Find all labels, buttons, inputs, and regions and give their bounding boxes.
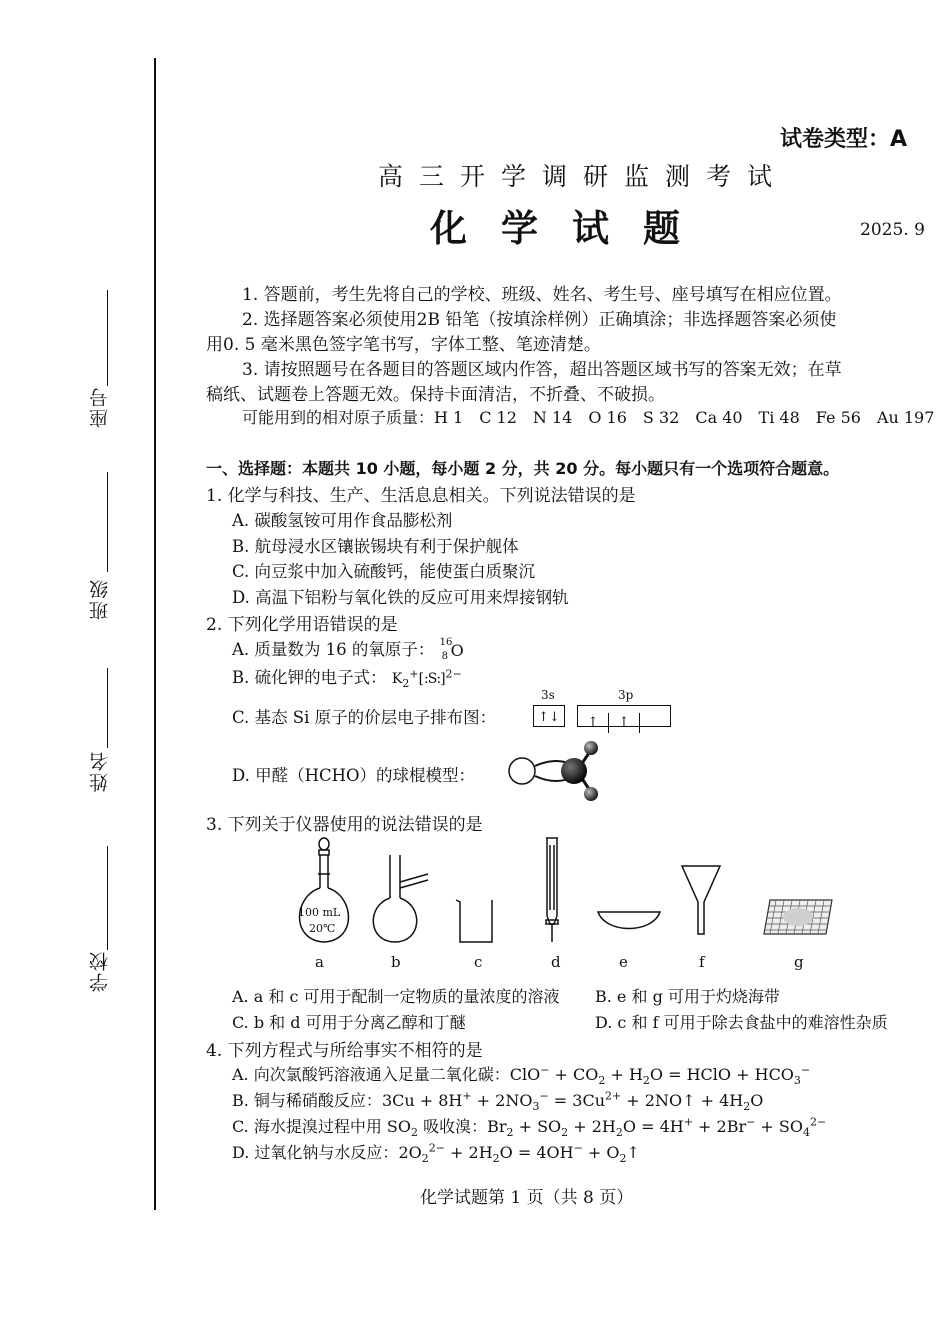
seat-underline — [107, 290, 108, 386]
page-footer: 化学试题第 1 页（共 8 页） — [420, 1188, 634, 1208]
wire-gauze-icon — [764, 900, 832, 934]
orbital-3p-cell-3 — [640, 706, 670, 726]
q1-option-a: A. 碳酸氢铵可用作食品膨松剂 — [232, 511, 453, 530]
instruction-2a: 2. 选择题答案必须使用2B 铅笔（按填涂样例）正确填涂；非选择题答案必须使 — [242, 310, 837, 330]
oxygen-isotope-notation: 16 8 O — [439, 636, 464, 662]
q4-option-c-text-2: 吸收溴： — [418, 1117, 488, 1136]
name-label: 姓名 — [89, 750, 111, 792]
school-label: 学校 — [89, 950, 111, 992]
q4-option-c-text: C. 海水提溴过程中用 SO — [232, 1117, 412, 1136]
orbital-3p-label: 3p — [618, 688, 634, 702]
q4-option-a-text: A. 向次氯酸钙溶液通入足量二氧化碳： — [232, 1065, 510, 1084]
q4-option-d-text: D. 过氧化钠与水反应： — [232, 1143, 399, 1162]
apparatus-label-a: a — [315, 953, 324, 971]
apparatus-label-b: b — [391, 953, 401, 971]
q2-option-c: C. 基态 Si 原子的价层电子排布图： — [232, 708, 497, 727]
class-label: 班级 — [89, 578, 111, 620]
distilling-flask-icon — [373, 855, 428, 942]
school-underline — [107, 846, 108, 950]
beaker-icon — [456, 900, 492, 942]
electron-formula: $K_2^+[:S:]^{2-}$ — [391, 667, 462, 690]
q3-option-c: C. b 和 d 可用于分离乙醇和丁醚 — [232, 1013, 466, 1032]
orbital-3s-box — [533, 705, 565, 727]
evaporating-dish-icon — [598, 912, 660, 929]
equation-b: $3Cu + 8H^+ + 2NO_3^- = 3Cu^{2+}$ + 2NO↑ + $4H_2O$ — [381, 1089, 764, 1114]
orbital-3s-label: 3s — [541, 688, 555, 702]
equation-c: $Br_2 + SO_2 + 2H_2O = 4H^+ + 2Br^- + SO_4^{2-}$ — [487, 1115, 827, 1140]
orbital-3p-cell-2: ↑ — [609, 713, 640, 733]
binding-line — [154, 58, 156, 1210]
apparatus-label-e: e — [619, 953, 628, 971]
apparatus-label-d: d — [551, 953, 561, 971]
equation-d: $2O_2^{2-} + 2H_2O = 4OH^-$ + $O_2↑$ — [398, 1141, 640, 1166]
exam-title: 高三开学调研监测考试 — [378, 162, 789, 191]
q4-option-c: C. 海水提溴过程中用 $SO_2$ 吸收溴：$Br_2 + SO_2 + 2H_2O = 4H^+ + 2Br^- + SO_4^{2-}$ — [232, 1115, 827, 1140]
equation-a: $ClO^- + CO_2 + H_2O$ = HClO + $HCO_3^-$ — [509, 1063, 811, 1088]
q2-option-b — [232, 664, 462, 690]
exam-date: 2025. 9 — [860, 220, 925, 240]
q4-option-d — [232, 1140, 640, 1165]
q3-option-b: B. e 和 g 可用于灼烧海带 — [595, 987, 780, 1006]
burette-icon — [546, 838, 558, 942]
funnel-icon — [682, 866, 720, 934]
q2-option-b-text: B. 硫化钾的电子式： — [232, 668, 387, 687]
apparatus-label-g: g — [794, 953, 804, 971]
q3-option-d: D. c 和 f 可用于除去食盐中的难溶性杂质 — [595, 1013, 888, 1032]
section-heading: 一、选择题：本题共 10 小题，每小题 2 分，共 20 分。每小题只有一个选项符合题意。 — [206, 459, 840, 478]
name-underline — [107, 668, 108, 748]
q2-stem: 2. 下列化学用语错误的是 — [206, 615, 398, 635]
atomic-masses: 可能用到的相对原子质量：H 1 C 12 N 14 O 16 S 32 Ca 40 Ti 48 Fe 56 Au 197 — [242, 408, 935, 427]
instruction-1: 1. 答题前，考生先将自己的学校、班级、姓名、考生号、座号填写在相应位置。 — [242, 285, 842, 305]
instruction-3b: 稿纸、试题卷上答题无效。保持卡面清洁，不折叠、不破损。 — [206, 385, 665, 405]
instruction-2b: 用0. 5 毫米黑色签字笔书写，字体工整、笔迹清楚。 — [206, 335, 601, 355]
formaldehyde-ball-stick-model — [505, 738, 605, 802]
q1-option-b: B. 航母浸水区镶嵌锡块有利于保护舰体 — [232, 537, 519, 556]
q4-option-b — [232, 1088, 763, 1113]
flask-volume-label: 100 mL — [298, 906, 341, 919]
orbital-3p-cell-1: ↑ — [578, 713, 609, 733]
q3-stem: 3. 下列关于仪器使用的说法错误的是 — [206, 815, 483, 835]
orbital-3s-cell: ↑↓ — [538, 710, 560, 725]
q4-option-b-text: B. 铜与稀硝酸反应： — [232, 1091, 382, 1110]
paper-type: 试卷类型：A — [780, 127, 908, 152]
q1-option-c: C. 向豆浆中加入硫酸钙，能使蛋白质聚沉 — [232, 562, 536, 581]
class-underline — [107, 472, 108, 572]
apparatus-illustration — [280, 830, 850, 950]
orbital-3p-box — [577, 705, 671, 730]
instruction-3a: 3. 请按照题号在各题目的答题区域内作答，超出答题区域书写的答案无效；在草 — [242, 360, 842, 380]
q4-stem: 4. 下列方程式与所给事实不相符的是 — [206, 1041, 483, 1061]
q3-option-a: A. a 和 c 可用于配制一定物质的量浓度的溶液 — [232, 987, 560, 1006]
q1-stem: 1. 化学与科技、生产、生活息息相关。下列说法错误的是 — [206, 486, 636, 506]
subject-title: 化学试题 — [430, 207, 714, 250]
q4-option-a — [232, 1062, 810, 1087]
seat-label: 座号 — [89, 386, 111, 428]
q2-option-d: D. 甲醛（HCHO）的球棍模型： — [232, 766, 476, 785]
flask-temperature-label: 20℃ — [309, 922, 336, 935]
q1-option-d: D. 高温下铝粉与氧化铁的反应可用来焊接钢轨 — [232, 588, 569, 607]
apparatus-label-c: c — [474, 953, 483, 971]
q2-option-a-text: A. 质量数为 16 的氧原子： — [232, 640, 435, 659]
apparatus-label-f: f — [699, 953, 705, 971]
q2-option-a — [232, 636, 464, 661]
